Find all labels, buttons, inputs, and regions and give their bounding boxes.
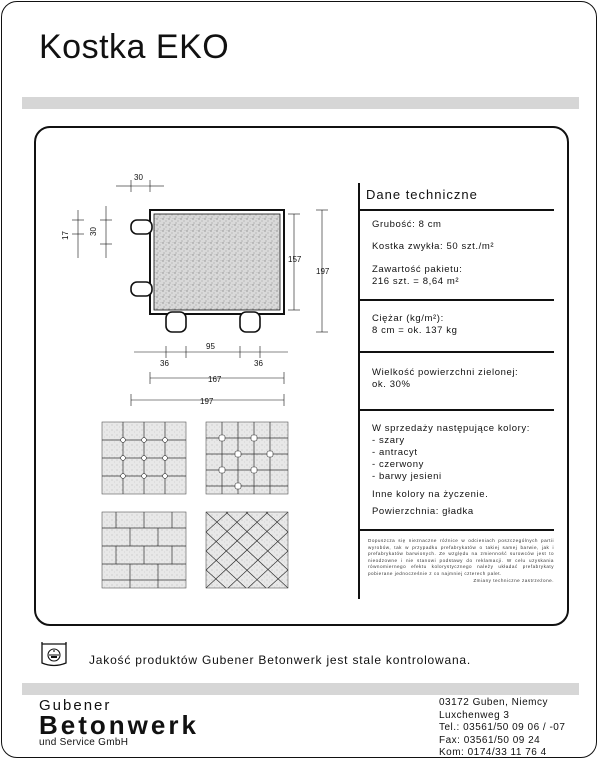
tech-weight-value: 8 cm = ok. 137 kg	[372, 325, 458, 336]
page-title: Kostka EKO	[39, 28, 230, 66]
product-sheet	[1, 1, 597, 758]
header-divider	[22, 97, 579, 109]
tech-rule	[358, 529, 554, 531]
company-address	[439, 697, 565, 758]
tech-divider	[358, 183, 360, 599]
color-item: - barwy jesieni	[372, 471, 442, 482]
dim-top: 30	[134, 173, 143, 182]
address-fax: Fax: 03561/50 09 24	[439, 734, 541, 746]
tech-surface: Powierzchnia: gładka	[372, 506, 474, 517]
disclaimer-sign: Zmiany techniczne zastrzeżone.	[473, 577, 554, 583]
address-phone: Tel.: 03561/50 09 06 / -07	[439, 722, 566, 733]
tech-rule	[358, 299, 554, 301]
tech-weight-label: Ciężar (kg/m²):	[372, 313, 444, 324]
laying-pattern-1	[102, 422, 186, 494]
laying-pattern-3	[102, 512, 186, 588]
dim-left-outer: 17	[61, 231, 70, 240]
company-logo-line1: Gubener	[39, 697, 112, 714]
tech-thickness: Grubość: 8 cm	[372, 219, 442, 230]
disclaimer-text	[368, 538, 554, 584]
color-item: - czerwony	[372, 459, 424, 470]
quality-statement	[39, 641, 559, 671]
color-item: - antracyt	[372, 447, 418, 458]
tech-colors-label: W sprzedaży następujące kolory:	[372, 423, 530, 434]
dim-left-inner: 30	[89, 227, 98, 236]
technical-drawing	[36, 128, 356, 628]
tech-rule	[358, 351, 554, 353]
tech-package-label: Zawartość pakietu:	[372, 264, 463, 275]
quality-text: Jakość produktów Gubener Betonwerk jest stale kontrolowana.	[89, 653, 472, 667]
disclaimer-body: Dopuszcza się nieznaczne różnice w odcieniach poszczególnych partii wyrobów, tak w przypadku prefabrykatów o takiej samej barwie, jak i prefabrykatów barwionych. Ze względu na zmienność surowców jest to nieodzowne i nie stanowi podstawy do reklamacji. W celu uzyskania równomiernego efektu kolorystycznego należy układać prefabrykaty pobierane jednocześnie z co najmniej czterech palet.	[368, 538, 554, 576]
footer-divider	[22, 683, 579, 695]
block-drawing	[131, 210, 284, 332]
company-logo-line2: Betonwerk	[39, 710, 199, 740]
tech-heading: Dane techniczne	[366, 187, 478, 202]
dim-right-inner: 157	[288, 255, 302, 264]
company-logo-line3: und Service GmbH	[39, 737, 129, 748]
tech-per-m2: Kostka zwykła: 50 szt./m²	[372, 241, 495, 252]
laying-pattern-2	[206, 422, 288, 494]
tech-rule	[358, 209, 554, 211]
dim-right-outer: 197	[316, 267, 330, 276]
color-item: - szary	[372, 435, 405, 446]
tech-other-colors: Inne kolory na życzenie.	[372, 489, 489, 500]
dim-bottom-left: 36	[160, 359, 169, 368]
tech-green-value: ok. 30%	[372, 379, 411, 390]
technical-data	[358, 183, 558, 599]
dim-bottom-right: 36	[254, 359, 263, 368]
laying-pattern-4	[206, 512, 288, 588]
address-mobile: Kom: 0174/33 11 76 4	[439, 747, 547, 758]
tech-rule	[358, 409, 554, 411]
tech-green-label: Wielkość powierzchni zielonej:	[372, 367, 519, 378]
dim-bottom-mid: 95	[206, 342, 215, 351]
quality-seal-icon	[39, 641, 69, 669]
address-line: 03172 Guben, Niemcy	[439, 697, 549, 708]
dim-bottom-inner: 167	[208, 375, 222, 384]
tech-package-value: 216 szt. = 8,64 m²	[372, 276, 460, 287]
dim-bottom-outer: 197	[200, 397, 214, 406]
address-line: Luxchenweg 3	[439, 709, 510, 721]
content-panel	[34, 126, 569, 626]
